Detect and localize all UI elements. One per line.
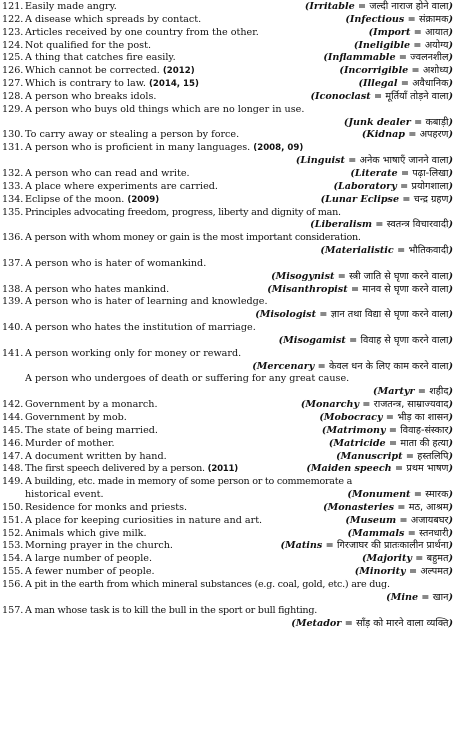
entry-question: A person who buys old things which are no longer in use. <box>25 103 305 115</box>
answer-word: (Monument = <box>347 489 426 501</box>
entry-number: 128. <box>2 90 24 102</box>
entry-number: 141. <box>2 347 24 359</box>
entry-question: A person with whom money or gain is the most important consideration. <box>25 232 361 244</box>
answer-meaning: जल्दी नाराज होने वाला <box>369 1 449 12</box>
answer-meaning: ज्ञान तथा विद्या से घृणा करने वाला <box>330 309 449 321</box>
entry-138 <box>2 284 453 297</box>
entry-135 <box>2 207 453 220</box>
answer-close: ) <box>448 334 453 346</box>
entry-146 <box>2 438 453 451</box>
entry-142 <box>2 399 453 412</box>
answer-meaning: माता की हत्या <box>400 437 449 449</box>
answer-meaning: मूर्तियाँ तोड़ने वाला <box>385 90 449 102</box>
answer-word: (Mine = <box>386 591 433 603</box>
entry-question: A pit in the earth from which mineral substances (e.g. coal, gold, etc.) are dug. <box>25 578 390 590</box>
answer-meaning: गिरजाघर की प्रातःकालीन प्रार्थना <box>337 540 449 552</box>
entry-141-answer-line <box>2 361 453 374</box>
entry-121 <box>2 1 453 14</box>
entry-137 <box>2 258 453 271</box>
entry-question <box>25 194 317 207</box>
entry-question: A building, etc. made in memory of some person or to commemorate a <box>25 476 353 488</box>
entry-139 <box>2 296 453 309</box>
entry-martyr-answer-line <box>2 386 453 399</box>
entry-answer <box>306 219 453 232</box>
answer-word: (Matrimony = <box>321 424 401 436</box>
answer-meaning: पढ़ा-लिखा <box>412 167 449 179</box>
entry-number: 145. <box>2 424 24 436</box>
entry-number: 157. <box>2 604 24 616</box>
entry-number: 124. <box>2 39 24 51</box>
entry-question: To carry away or stealing a person by force. <box>25 129 240 141</box>
answer-meaning: खान <box>432 591 449 603</box>
entry-answer <box>276 540 453 553</box>
entry-answer <box>329 181 453 194</box>
entry-answer <box>335 65 453 78</box>
entry-number: 139. <box>2 296 24 308</box>
entry-127 <box>2 78 453 91</box>
question-text: The first speech delivered by a person. <box>25 463 205 475</box>
entry-134 <box>2 194 453 207</box>
answer-word: (Manuscript = <box>336 450 418 462</box>
answer-word: (Illegal = <box>358 78 413 90</box>
entry-139-answer-line <box>2 309 453 322</box>
answer-meaning: राजतन्त्र, साम्राज्यवाद <box>373 399 449 411</box>
entry-answer <box>346 168 453 181</box>
answer-meaning: अपहरण <box>419 129 449 141</box>
entry-question: Animals which give milk. <box>25 527 147 539</box>
answer-close: ) <box>448 193 453 205</box>
answer-meaning: आयात <box>425 26 449 38</box>
entry-question: Easily made angry. <box>25 1 117 12</box>
answer-word: (Minority = <box>354 566 421 578</box>
answer-word: (Monasteries = <box>323 501 409 513</box>
answer-word: (Matins = <box>280 540 338 552</box>
answer-word: (Monarchy = <box>300 399 374 411</box>
answer-close: ) <box>448 412 453 423</box>
entry-answer <box>355 78 454 91</box>
entry-question: A person who undergoes of death or suffering for any great cause. <box>25 373 350 385</box>
entry-123 <box>2 27 453 40</box>
entry-number: 148. <box>2 463 24 475</box>
entry-question: A place for keeping curiosities in nature and art. <box>25 514 263 526</box>
answer-close: ) <box>448 283 453 295</box>
entry-number: 149. <box>2 476 24 488</box>
answer-word: (Lunar Eclipse = <box>320 193 414 205</box>
answer-close: ) <box>448 39 453 51</box>
entry-number: 137. <box>2 257 24 269</box>
entry-answer <box>301 1 453 14</box>
exam-year: (2012) <box>162 66 195 77</box>
entry-number: 134. <box>2 193 24 205</box>
entry-question: A person who can read and write. <box>25 167 190 179</box>
entry-question: Residence for monks and priests. <box>25 501 188 513</box>
answer-meaning: ज्वलनशील <box>410 52 449 64</box>
answer-close: ) <box>448 1 453 12</box>
entry-question: A person who breaks idols. <box>25 90 157 102</box>
answer-meaning: कबाड़ी <box>425 116 449 128</box>
entry-number: 156. <box>2 578 24 590</box>
question-text: Eclipse of the moon. <box>25 193 125 205</box>
answer-word: (Misogamist = <box>278 334 361 346</box>
answer-close: ) <box>448 514 453 526</box>
entry-answer <box>365 27 453 40</box>
answer-word: (Martyr = <box>373 386 430 398</box>
question-text: Which cannot be corrected. <box>25 65 160 77</box>
entry-question: Articles received by one country from the other. <box>25 26 259 38</box>
entry-number: 131. <box>2 142 24 154</box>
entry-131 <box>2 142 453 155</box>
entry-149-continuation <box>2 489 453 502</box>
entry-number: 151. <box>2 514 24 526</box>
entry-number: 140. <box>2 322 24 334</box>
entry-question: A person who is hater of womankind. <box>25 257 207 269</box>
entry-131-answer-line <box>2 155 453 168</box>
entry-question: Murder of mother. <box>25 437 115 449</box>
entry-136-answer-line <box>2 245 453 258</box>
entry-148 <box>2 463 453 476</box>
entry-149 <box>2 476 453 489</box>
answer-word: (Misogynist = <box>271 270 350 282</box>
entry-number: 122. <box>2 13 24 25</box>
entry-question: Government by a monarch. <box>25 399 158 411</box>
answer-word: (Kidnap = <box>361 129 420 141</box>
entry-number: 125. <box>2 52 24 64</box>
entry-answer <box>350 40 453 53</box>
answer-meaning: विवाह-संस्कार <box>400 424 449 436</box>
answer-meaning: अजायबघर <box>410 514 449 526</box>
answer-word: (Misanthropist = <box>267 283 363 295</box>
answer-word: (Inflammable = <box>323 52 411 64</box>
entry-number: 121. <box>2 1 24 12</box>
entry-156-answer-line <box>2 592 453 605</box>
entry-number: 144. <box>2 412 24 423</box>
answer-close: ) <box>448 489 453 501</box>
entry-answer <box>341 515 453 528</box>
entry-130 <box>2 129 453 142</box>
entry-question: Morning prayer in the church. <box>25 540 173 552</box>
entry-question: Government by mob. <box>25 412 127 423</box>
entry-number: 135. <box>2 206 24 218</box>
answer-word: (Majority = <box>362 553 427 565</box>
entry-answer <box>340 117 453 130</box>
answer-close: ) <box>448 270 453 282</box>
answer-meaning: भौतिकवादी <box>408 245 449 257</box>
answer-word: (Literate = <box>350 167 413 179</box>
entry-151 <box>2 515 453 528</box>
entry-133 <box>2 181 453 194</box>
answer-word: (Metador = <box>291 617 357 629</box>
answer-word: (Matricide = <box>328 437 401 449</box>
entry-number: 153. <box>2 540 24 552</box>
answer-close: ) <box>448 617 453 629</box>
entry-question: A disease which spreads by contact. <box>25 13 202 25</box>
answer-meaning: स्तनधारी <box>419 527 449 539</box>
entry-question: A fewer number of people. <box>25 566 155 578</box>
answer-close: ) <box>448 219 453 231</box>
answer-meaning: प्रयोगशाला <box>411 180 449 192</box>
answer-word: (Linguist = <box>295 155 360 167</box>
answer-meaning: अयोग्य <box>424 39 449 51</box>
answer-word: (Ineligible = <box>353 39 425 51</box>
answer-word: (Mobocracy = <box>319 412 398 423</box>
entry-question <box>25 463 302 476</box>
answer-meaning: अशोध्य <box>422 65 449 77</box>
entry-question: A person working only for money or reward. <box>25 347 242 359</box>
entry-question: A large number of people. <box>25 553 153 565</box>
entry-answer <box>275 335 453 348</box>
answer-meaning: केवल धन के लिए काम करने वाला <box>329 360 449 372</box>
entry-132 <box>2 168 453 181</box>
entry-answer <box>358 553 453 566</box>
exam-year: (2011) <box>207 464 238 475</box>
exam-year: (2008, 09) <box>253 143 304 154</box>
entry-answer <box>316 245 453 258</box>
entry-answer <box>297 399 453 412</box>
entry-157 <box>2 605 453 618</box>
entry-question: Not qualified for the post. <box>25 39 151 51</box>
answer-word: (Liberalism = <box>310 219 387 231</box>
entry-147 <box>2 451 453 464</box>
answer-word: (Misologist = <box>255 309 331 321</box>
entry-answer <box>302 463 453 476</box>
answer-close: ) <box>448 116 453 128</box>
answer-close: ) <box>448 437 453 449</box>
entry-number: 154. <box>2 553 24 565</box>
entry-145 <box>2 425 453 438</box>
answer-meaning: स्वतन्त्र विचारवादी <box>386 219 449 231</box>
entry-number: 126. <box>2 65 24 77</box>
entry-question <box>25 65 335 78</box>
answer-close: ) <box>448 309 453 321</box>
answer-word: (Laboratory = <box>333 180 412 192</box>
answer-word: (Mercenary = <box>252 360 330 372</box>
answer-close: ) <box>448 463 453 475</box>
entry-157-answer-line <box>2 618 453 631</box>
entry-155 <box>2 566 453 579</box>
answer-close: ) <box>448 13 453 25</box>
answer-meaning: मानव से घृणा करने वाला <box>362 283 449 295</box>
entry-question <box>25 78 355 91</box>
entry-answer <box>341 14 453 27</box>
answer-word: (Irritable = <box>304 1 370 12</box>
answer-meaning: चन्द्र ग्रहण <box>413 193 449 205</box>
entry-answer <box>267 271 453 284</box>
question-text: Which is contrary to law. <box>25 78 146 90</box>
entry-martyr <box>2 373 453 386</box>
answer-meaning: अल्पमत <box>420 566 449 578</box>
answer-meaning: भीड़ का शासन <box>397 412 449 423</box>
entry-number: 127. <box>2 78 24 90</box>
entry-137-answer-line <box>2 271 453 284</box>
entry-153 <box>2 540 453 553</box>
entry-question: A person who is hater of learning and knowledge. <box>25 296 268 308</box>
answer-close: ) <box>448 129 453 141</box>
answer-close: ) <box>448 399 453 411</box>
entry-answer <box>263 284 453 297</box>
entry-answer <box>358 129 453 142</box>
entry-question: The state of being married. <box>25 424 158 436</box>
answer-meaning: साँड़ को मारने वाला व्यक्ति <box>356 617 449 629</box>
answer-close: ) <box>448 527 453 539</box>
entry-number: 130. <box>2 129 24 141</box>
entry-question <box>25 142 453 155</box>
answer-word: (Infectious = <box>345 13 419 25</box>
question-text: A person who is proficient in many languages. <box>25 142 251 154</box>
entry-number: 133. <box>2 180 24 192</box>
answer-meaning: मठ, आश्रम <box>408 501 449 513</box>
exam-year: (2014, 15) <box>148 79 199 90</box>
entry-125 <box>2 52 453 65</box>
answer-meaning: विवाह से घृणा करने वाला <box>360 334 449 346</box>
answer-close: ) <box>448 155 453 167</box>
answer-word: (Junk dealer = <box>343 116 426 128</box>
entry-question-continued: historical event. <box>25 489 104 501</box>
answer-close: ) <box>448 566 453 578</box>
answer-close: ) <box>448 245 453 257</box>
entry-answer <box>343 489 453 502</box>
entry-152 <box>2 528 453 541</box>
answer-close: ) <box>448 540 453 552</box>
answer-word: (Mammals = <box>347 527 420 539</box>
entry-answer <box>287 618 453 631</box>
entry-question: A person who hates the institution of marriage. <box>25 322 256 334</box>
entry-answer <box>332 451 453 464</box>
entry-number: 142. <box>2 399 24 411</box>
entry-answer <box>343 528 453 541</box>
answer-close: ) <box>448 167 453 179</box>
entry-128 <box>2 91 453 104</box>
answer-close: ) <box>448 591 453 603</box>
answer-close: ) <box>448 65 453 77</box>
entry-number: 146. <box>2 437 24 449</box>
entry-answer <box>319 52 453 65</box>
answer-meaning: अनेक भाषाएँ जानने वाला <box>359 155 449 167</box>
answer-close: ) <box>448 424 453 436</box>
answer-meaning: संक्रामक <box>419 13 449 25</box>
answer-meaning: हस्तलिपि <box>417 450 449 462</box>
entry-number: 155. <box>2 566 24 578</box>
entry-number: 138. <box>2 283 24 295</box>
entry-answer <box>369 386 453 399</box>
entry-136 <box>2 232 453 245</box>
entry-156 <box>2 579 453 592</box>
entry-141 <box>2 348 453 361</box>
entry-answer <box>317 194 453 207</box>
answer-close: ) <box>448 52 453 64</box>
entry-number: 136. <box>2 232 24 244</box>
entry-126 <box>2 65 453 78</box>
answer-word: (Maiden speech = <box>306 463 407 475</box>
entry-answer <box>248 361 453 374</box>
answer-word: (Museum = <box>345 514 411 526</box>
entry-answer <box>318 425 453 438</box>
answer-close: ) <box>448 360 453 372</box>
entry-answer <box>351 566 453 579</box>
answer-close: ) <box>448 26 453 38</box>
entry-answer <box>319 502 453 515</box>
answer-meaning: बहुमत <box>426 553 449 565</box>
entry-answer <box>306 91 453 104</box>
entry-150 <box>2 502 453 515</box>
answer-meaning: स्मारक <box>425 489 449 501</box>
answer-meaning: शहीद <box>429 386 449 398</box>
entry-124 <box>2 40 453 53</box>
answer-meaning: स्त्री जाति से घृणा करने वाला <box>349 270 449 282</box>
answer-close: ) <box>448 180 453 192</box>
entry-question: A document written by hand. <box>25 450 167 462</box>
entry-140-answer-line <box>2 335 453 348</box>
entry-number: 129. <box>2 103 24 115</box>
entry-number: 123. <box>2 26 24 38</box>
answer-word: (Materialistic = <box>320 245 409 257</box>
entry-question: A person who hates mankind. <box>25 283 170 295</box>
entry-answer <box>315 412 453 425</box>
entry-question: A man whose task is to kill the bull in the sport or bull fighting. <box>25 604 318 616</box>
entry-144 <box>2 412 453 425</box>
entry-question: Principles advocating freedom, progress, liberty and dignity of man. <box>25 206 341 218</box>
entry-number: 152. <box>2 527 24 539</box>
answer-close: ) <box>448 450 453 462</box>
answer-close: ) <box>448 78 453 90</box>
entry-number: 132. <box>2 167 24 179</box>
answer-close: ) <box>448 90 453 102</box>
entry-135-answer-line <box>2 219 453 232</box>
answer-close: ) <box>448 386 453 398</box>
entry-answer <box>325 438 453 451</box>
entry-129 <box>2 104 453 117</box>
exam-year: (2009) <box>127 194 160 205</box>
entry-122 <box>2 14 453 27</box>
answer-meaning: प्रथम भाषण <box>406 463 449 475</box>
entry-answer <box>251 309 453 322</box>
answer-word: (Incorrigible = <box>339 65 423 77</box>
entry-answer <box>292 155 453 168</box>
entry-number: 147. <box>2 450 24 462</box>
answer-meaning: अवैधानिक <box>412 78 449 90</box>
entry-129-answer-line <box>2 117 453 130</box>
answer-close: ) <box>448 553 453 565</box>
entry-154 <box>2 553 453 566</box>
answer-word: (Import = <box>368 26 426 38</box>
answer-word: (Iconoclast = <box>310 90 386 102</box>
entry-question: A thing that catches fire easily. <box>25 52 176 64</box>
answer-close: ) <box>448 501 453 513</box>
entry-answer <box>382 592 453 605</box>
entry-question: A place where experiments are carried. <box>25 180 218 192</box>
entry-number: 150. <box>2 501 24 513</box>
entry-140 <box>2 322 453 335</box>
